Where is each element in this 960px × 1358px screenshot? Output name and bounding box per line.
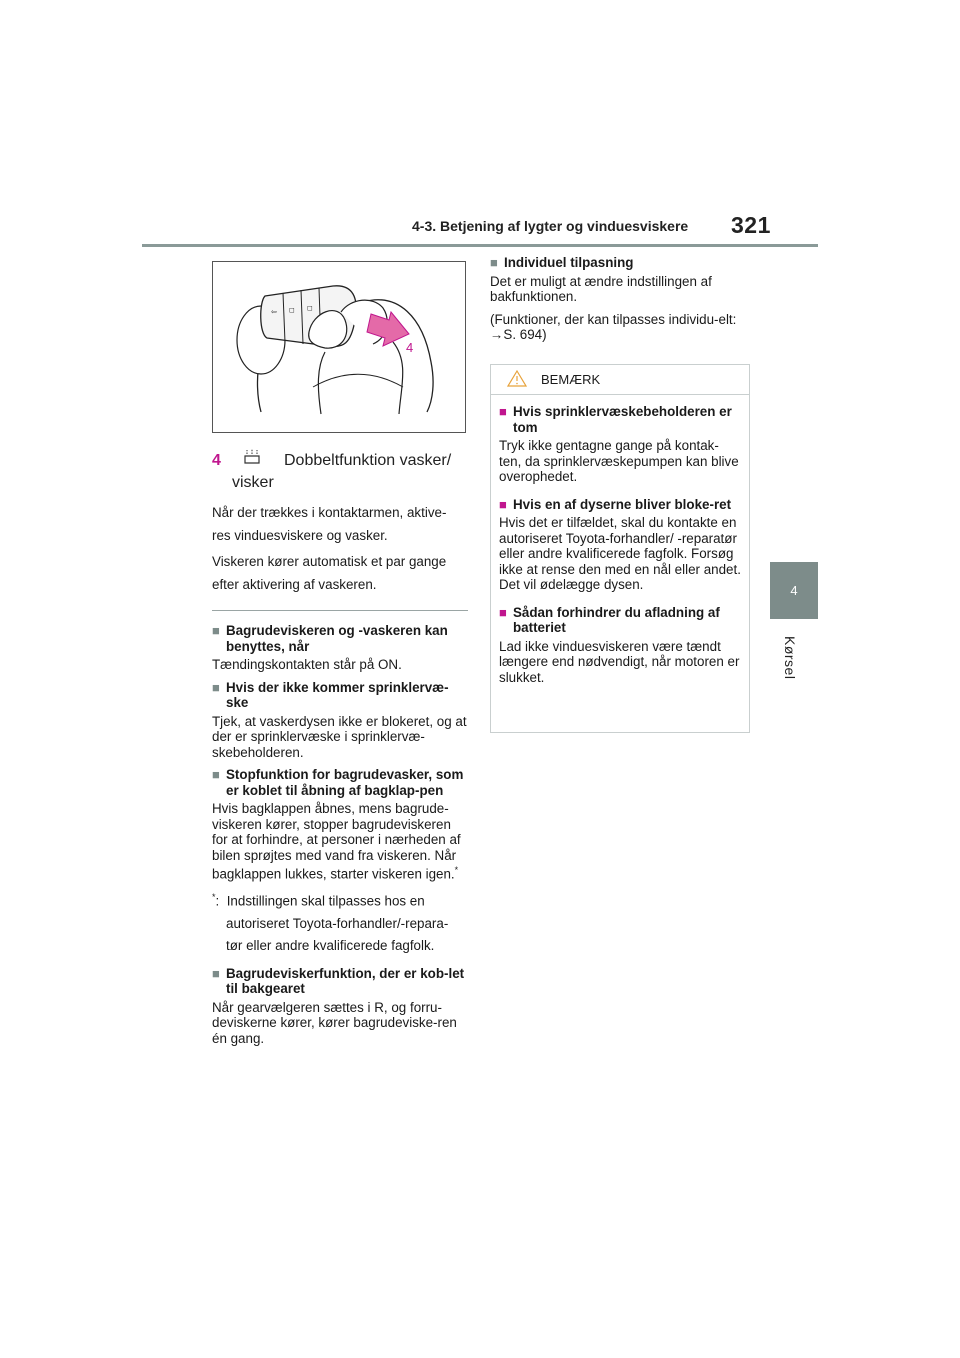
footnote-sep: :: [215, 893, 220, 909]
section-body: Når gearvælgeren sættes i R, og forru-deviskerne kører, kører bagrudeviske-ren én gang.: [212, 999, 457, 1046]
para2-line2: efter aktivering af vaskeren.: [212, 576, 377, 592]
square-bullet-icon: ■: [212, 965, 220, 981]
footnote-line1: [212, 886, 468, 913]
left-column: [212, 447, 468, 1053]
para1-line1: Når der trækkes i kontaktarmen, aktive-: [212, 505, 447, 520]
note-item-body: Tryk ikke gentagne gange på kontak-ten, da sprinklervæskepumpen kan blive overophedet.: [499, 438, 739, 484]
footnote-marker: *: [454, 865, 459, 875]
section-heading: [490, 255, 746, 271]
svg-text:◻: ◻: [307, 304, 313, 312]
note-item-heading-text: Hvis en af dyserne bliver bloke-ret: [513, 496, 732, 512]
customize-reference: [490, 312, 746, 343]
item-4-heading: [212, 447, 468, 472]
svg-text:◻: ◻: [289, 306, 295, 314]
section-heading: [212, 767, 468, 798]
section-heading-text: Bagrudeviskerfunktion, der er kob-let til bakgearet: [226, 965, 465, 997]
section-heading-text: Individuel tilpasning: [504, 255, 634, 270]
item-number: 4: [212, 452, 221, 469]
callout-4: 4: [406, 340, 414, 355]
note-item-body: Lad ikke vinduesviskeren være tændt længere end nødvendigt, når motoren er slukket.: [499, 638, 740, 685]
footnote-line3: tør eller andre kvalificerede fagfolk.: [226, 938, 435, 954]
note-title: BEMÆRK: [541, 372, 601, 387]
customize-text: (Funktioner, der kan tilpasses individu-elt:: [490, 311, 737, 327]
item-title-line2: visker: [232, 474, 274, 491]
note-body: [491, 395, 749, 685]
section-body: [212, 801, 468, 882]
warning-triangle-icon: [507, 369, 541, 390]
section-body: Det er muligt at ændre indstillingen af bakfunktionen.: [490, 273, 712, 304]
chapter-tab: [770, 562, 818, 619]
section-body-text: Hvis bagklappen åbnes, mens bagrude-viskeren kører, stopper bagrudeviskeren for at forhindre, at personer i nærheden af bilen sprøjtes med vand fra viskeren. Når bagklappen lukkes, starter viskeren igen.: [212, 801, 461, 882]
lever-drawing: [213, 262, 465, 432]
note-item-heading: [499, 605, 741, 636]
item-title-line1: Dobbeltfunktion vasker/: [284, 452, 452, 469]
section-heading-text: Hvis der ikke kommer sprinklervæ-ske: [226, 679, 449, 710]
right-column: [490, 255, 746, 350]
section-heading: [212, 680, 468, 711]
section-heading-text: Bagrudeviskeren og -vaskeren kan benyttes, når: [226, 623, 448, 654]
square-bullet-icon: ■: [212, 623, 220, 638]
section-body: Tjek, at vaskerdysen ikke er blokeret, og at der er sprinklervæske i sprinklervæ-skebeholderen.: [212, 713, 467, 760]
note-header: [491, 365, 749, 395]
square-bullet-icon: ■: [490, 255, 498, 270]
wiper-washer-icon: [242, 447, 284, 472]
square-bullet-icon: ■: [499, 404, 507, 419]
header-divider: [142, 244, 818, 247]
footnote-line2: autoriseret Toyota-forhandler/-repara-: [226, 915, 449, 931]
wiper-lever-illustration: [212, 261, 466, 433]
section-title: 4-3. Betjening af lygter og vinduesviskere: [412, 218, 689, 234]
section-heading-text: Stopfunktion for bagrudevasker, som er koblet til åbning af bagklap-pen: [226, 767, 464, 798]
note-item-body: Hvis det er tilfældet, skal du kontakte en autoriseret Toyota-forhandler/ -reparatør eller andre kvalificerede fagfolk. Forsøg ikke at rense den med en nål eller andet. Det vil ødelægge dysen.: [499, 515, 741, 592]
square-bullet-icon: ■: [499, 604, 507, 620]
square-bullet-icon: ■: [499, 496, 507, 512]
para1-line2: res vinduesviskere og vasker.: [212, 527, 388, 543]
square-bullet-icon: ■: [212, 767, 220, 782]
section-heading: [212, 623, 468, 654]
chapter-title: Kørsel: [782, 636, 798, 680]
note-item-heading-text: Sådan forhindrer du afladning af batteriet: [513, 604, 720, 635]
caution-note-box: [490, 364, 750, 733]
section-heading: [212, 966, 468, 997]
section-divider: [212, 610, 468, 611]
note-item-heading-text: Hvis sprinklervæskebeholderen er tom: [513, 404, 732, 435]
square-bullet-icon: ■: [212, 679, 220, 695]
page-reference[interactable]: S. 694): [503, 327, 547, 342]
footnote-star: *: [212, 891, 216, 902]
footnote-text1: Indstillingen skal tilpasses hos en: [226, 893, 425, 909]
para2-line1: Viskeren kører automatisk et par gange: [212, 554, 447, 569]
chapter-number: 4: [790, 583, 798, 598]
page-number: 321: [731, 212, 771, 238]
note-item-heading: [499, 497, 741, 513]
note-item-heading: [499, 404, 741, 435]
svg-text:⇦: ⇦: [271, 308, 277, 316]
section-body: Tændingskontakten står på ON.: [212, 657, 402, 672]
arrow-right-icon: →: [490, 327, 504, 342]
